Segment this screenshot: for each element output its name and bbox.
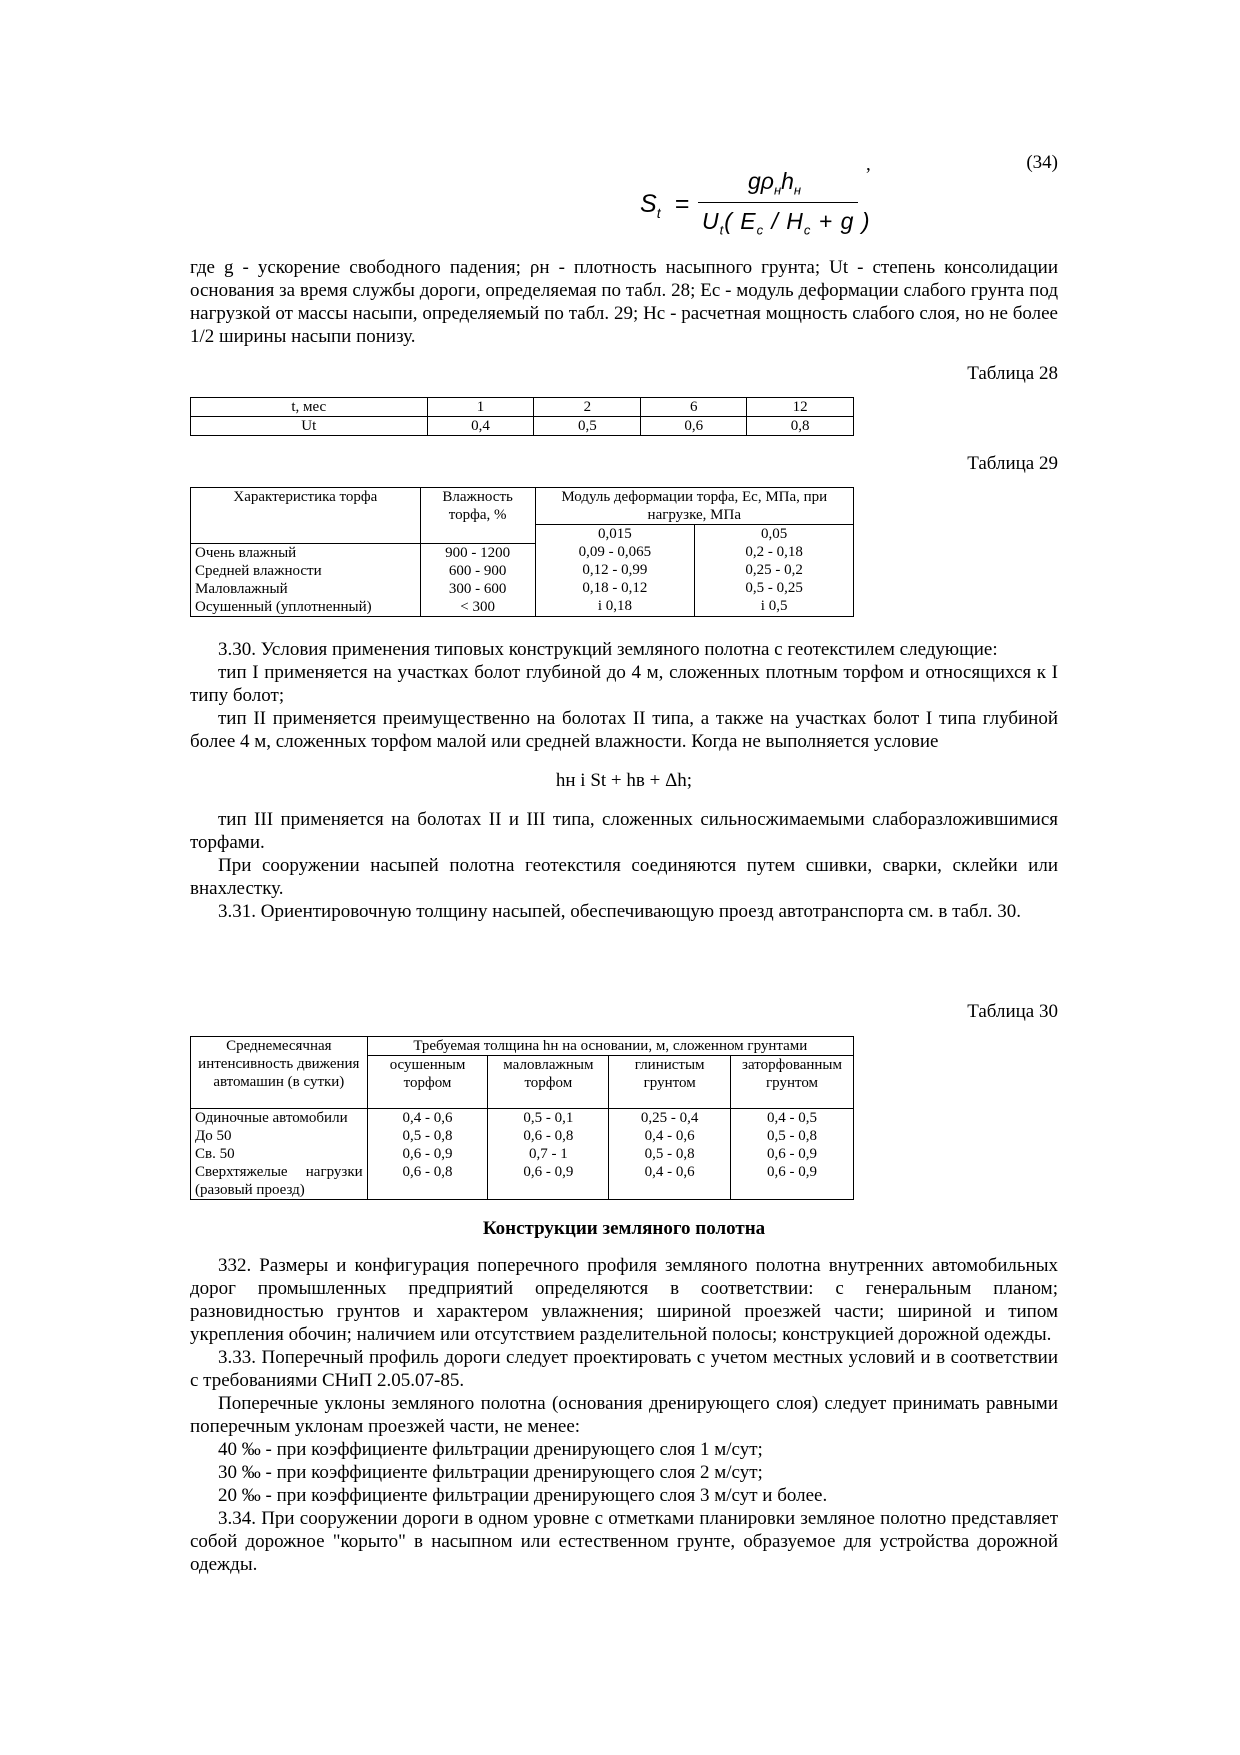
t29-header-moisture: Влажность торфа, %: [420, 488, 535, 544]
t30-cell: Сверхтяжелые нагрузки (разовый проезд): [195, 1164, 363, 1198]
t30-cell: 0,4 - 0,5: [767, 1110, 818, 1126]
t30-cell: 0,4 - 0,6: [644, 1164, 695, 1180]
table-29: [190, 487, 1058, 617]
t28-cell: 0,6: [641, 417, 747, 436]
t28-cell: t, мес: [191, 398, 428, 417]
t28-cell: 0,5: [534, 417, 641, 436]
t30-cell: Одиночные автомобили: [195, 1110, 348, 1126]
t28-row: [191, 417, 854, 436]
t30-subheader: глинистым грунтом: [609, 1056, 731, 1109]
t29-col-load2: 0,2 - 0,18 0,25 - 0,2 0,5 - 0,25 і 0,5: [695, 543, 854, 616]
t30-cell: 0,6 - 0,8: [523, 1128, 574, 1144]
t30-column: [367, 1109, 488, 1200]
t29-load-2: 0,05: [695, 525, 854, 544]
formula-lhs: $S_t$ =: [640, 190, 690, 221]
t30-subheader: осушенным торфом: [367, 1056, 488, 1109]
formula-comma: ,: [866, 154, 871, 175]
formula-34: [190, 150, 1058, 250]
t30-column: [609, 1109, 731, 1200]
t30-cell: 0,7 - 1: [528, 1146, 568, 1162]
t30-column: [488, 1109, 609, 1200]
section-3-32: 332. Размеры и конфигурация поперечного профиля земляного полотна внутренних автомобильных дорог промышленных предприятий определяются в соответствии: с генеральным планом; разновидностью грунтов и характером увлажнения; шириной проезжей части; шириной и типом укрепления обочин; наличием или отсутствием разделительной полосы; конструкцией дорожной одежды. 3.33. Поперечный профиль дороги следует проектировать с учетом местных условий и в соответствии с требованиями СНиП 2.05.07-85. Поперечные уклоны земляного полотна (основания дренирующего слоя) следует принимать равными поперечным уклонам проезжей части, не менее: 40 ‰ - при коэффициенте фильтрации дренирующего слоя 1 м/сут; 30 ‰ - при коэффициенте фильтрации дренирующего слоя 2 м/сут; 20 ‰ - при коэффициенте фильтрации дренирующего слоя 3 м/сут и более. 3.34. При сооружении дороги в одном уровне с отметками планировки земляное полотно представляет собой дорожное "корыто" в насыпном или естественном грунте, образуемое для устройства дорожной одежды.: [190, 1255, 1058, 1575]
table-28: [190, 397, 1058, 436]
t28-cell: 2: [534, 398, 641, 417]
t30-cell: 0,6 - 0,9: [402, 1146, 453, 1162]
condition-formula: hн і St + hв + Δh;: [555, 770, 693, 791]
formula-fraction-bar: [698, 202, 858, 203]
t30-cell: 0,6 - 0,9: [523, 1164, 574, 1180]
t30-cell: 0,4 - 0,6: [644, 1128, 695, 1144]
t30-cell: 0,6 - 0,9: [767, 1146, 818, 1162]
t30-header-thickness: Требуемая толщина hн на основании, м, сложенном грунтами: [367, 1037, 853, 1056]
formula-denominator: $U_t$( $E_c / H_c + g$ ): [702, 208, 871, 238]
t29-col-moisture: 900 - 1200 600 - 900 300 - 600 < 300: [420, 543, 535, 616]
table-30: [190, 1036, 1058, 1200]
section-3-30: 3.30. Условия применения типовых конструкций земляного полотна с геотекстилем следующие: тип I применяется на участках болот глубиной до 4 м, сложенных плотным торфом и относящихся к I типу болот; тип II применяется преимущественно на болотах II типа, а также на участках болот I типа глубиной более 4 м, сложенных торфом малой или средней влажности. Когда не выполняется условие hн і St + hв + Δh; тип III применяется на болотах II и III типа, сложенных сильносжимаемыми слаборазложившимися торфами. При сооружении насыпей полотна геотекстиля соединяются путем сшивки, сварки, склейки или внахлестку. 3.31. Ориентировочную толщину насыпей, обеспечивающую проезд автотранспорта см. в табл. 30.: [190, 639, 1058, 922]
t30-cell: 0,25 - 0,4: [640, 1110, 699, 1126]
formula-numerator: $g\rho_нh_н$: [748, 168, 802, 198]
t29-header-modulus: Модуль деформации торфа, Eс, МПа, при нагрузке, МПа: [535, 488, 853, 525]
t30-column: [191, 1109, 368, 1200]
t30-body-row: [191, 1109, 854, 1200]
t30-cell: 0,6 - 0,8: [402, 1164, 453, 1180]
table29-caption: Таблица 29: [967, 453, 1058, 474]
paragraph-definitions: где g - ускорение свободного падения; ρн - плотность насыпного грунта; Ut - степень консолидации основания за время службы дороги, определяемая по табл. 28; Eс - модуль деформации слабого грунта под нагрузкой от массы насыпи, определяемый по табл. 29; Hс - расчетная мощность слабого слоя, но не более 1/2 ширины насыпи понизу.: [190, 257, 1058, 347]
t28-cell: 1: [427, 398, 534, 417]
t29-col-load1: 0,09 - 0,065 0,12 - 0,99 0,18 - 0,12 і 0,18: [535, 543, 695, 616]
section-heading: Конструкции земляного полотна: [482, 1218, 766, 1239]
t30-column: [731, 1109, 854, 1200]
t30-cell: 0,5 - 0,1: [523, 1110, 574, 1126]
table28-caption: Таблица 28: [967, 363, 1058, 384]
table30-caption: Таблица 30: [967, 1001, 1058, 1022]
t30-cell: 0,5 - 0,8: [402, 1128, 453, 1144]
t28-cell: 12: [747, 398, 854, 417]
t29-header-characteristic: Характеристика торфа: [191, 488, 421, 544]
t29-load-1: 0,015: [535, 525, 695, 544]
t30-subheader: заторфованным грунтом: [731, 1056, 854, 1109]
t28-cell: Ut: [191, 417, 428, 436]
t28-cell: 6: [641, 398, 747, 417]
t30-cell: До 50: [195, 1128, 232, 1144]
t30-cell: 0,4 - 0,6: [402, 1110, 453, 1126]
t30-subheader: маловлажным торфом: [488, 1056, 609, 1109]
t30-cell: 0,5 - 0,8: [767, 1128, 818, 1144]
t28-row: [191, 398, 854, 417]
t28-cell: 0,8: [747, 417, 854, 436]
paragraph-where: [190, 256, 1058, 348]
formula-number: (34): [1026, 152, 1058, 173]
t30-cell: Св. 50: [195, 1146, 235, 1162]
t30-cell: 0,6 - 0,9: [767, 1164, 818, 1180]
t30-cell: 0,5 - 0,8: [644, 1146, 695, 1162]
t29-col-characteristic: Очень влажный Средней влажности Маловлажный Осушенный (уплотненный): [191, 543, 421, 616]
t30-header-intensity: Среднемесячная интенсивность движения автомашин (в сутки): [191, 1037, 368, 1109]
t28-cell: 0,4: [427, 417, 534, 436]
